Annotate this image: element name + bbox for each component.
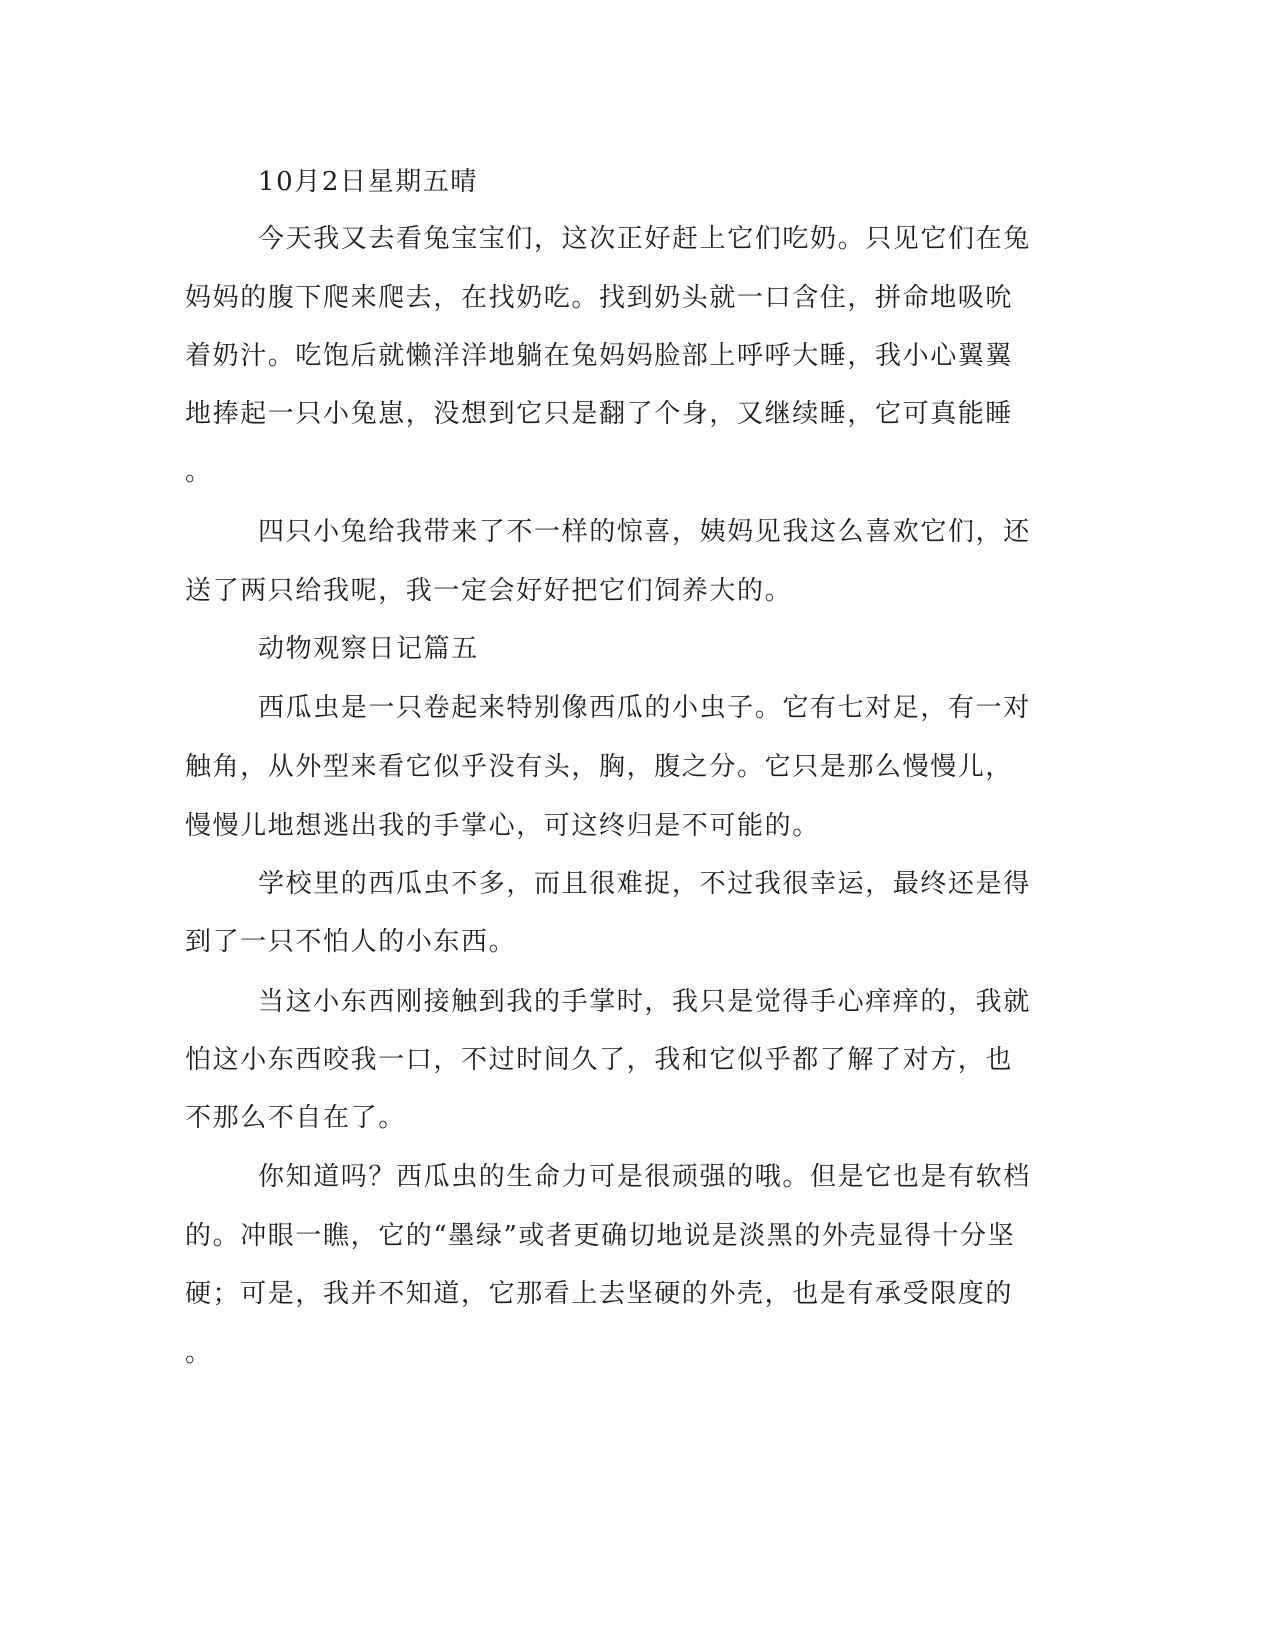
paragraph-line: 西瓜虫是一只卷起来特别像西瓜的小虫子。它有七对足，有一对 bbox=[258, 693, 1031, 723]
paragraph-line: 。 bbox=[185, 457, 213, 487]
paragraph-line: 硬；可是，我并不知道，它那看上去坚硬的外壳，也是有承受限度的 bbox=[185, 1279, 1014, 1309]
paragraph-line: 四只小兔给我带来了不一样的惊喜，姨妈见我这么喜欢它们，还 bbox=[258, 517, 1031, 547]
section-heading: 动物观察日记篇五 bbox=[258, 634, 479, 664]
paragraph-line: 触角，从外型来看它似乎没有头，胸，腹之分。它只是那么慢慢儿， bbox=[185, 752, 1014, 782]
paragraph-line: 慢慢儿地想逃出我的手掌心，可这终归是不可能的。 bbox=[185, 811, 820, 841]
paragraph-line: 妈妈的腹下爬来爬去，在找奶吃。找到奶头就一口含住，拼命地吸吮 bbox=[185, 283, 1014, 313]
paragraph-line: 不那么不自在了。 bbox=[185, 1103, 406, 1133]
paragraph-line: 学校里的西瓜虫不多，而且很难捉，不过我很幸运，最终还是得 bbox=[258, 869, 1031, 899]
paragraph-line: 的。冲眼一瞧，它的“墨绿”或者更确切地说是淡黑的外壳显得十分坚 bbox=[185, 1221, 1016, 1251]
paragraph-line: 你知道吗？西瓜虫的生命力可是很顽强的哦。但是它也是有软档 bbox=[258, 1162, 1031, 1192]
paragraph-line: 今天我又去看兔宝宝们，这次正好赶上它们吃奶。只见它们在兔 bbox=[258, 224, 1031, 254]
paragraph-line: 到了一只不怕人的小东西。 bbox=[185, 927, 517, 957]
paragraph-line: 。 bbox=[185, 1338, 213, 1368]
paragraph-line: 怕这小东西咬我一口，不过时间久了，我和它似乎都了解了对方，也 bbox=[185, 1045, 1014, 1075]
paragraph-line: 着奶汁。吃饱后就懒洋洋地躺在兔妈妈脸部上呼呼大睡，我小心翼翼 bbox=[185, 341, 1014, 371]
paragraph-line: 地捧起一只小兔崽，没想到它只是翻了个身，又继续睡，它可真能睡 bbox=[185, 399, 1014, 429]
diary-date-line: 10月2日星期五晴 bbox=[258, 167, 479, 197]
paragraph-line: 送了两只给我呢，我一定会好好把它们饲养大的。 bbox=[185, 576, 793, 606]
paragraph-line: 当这小东西刚接触到我的手掌时，我只是觉得手心痒痒的，我就 bbox=[258, 987, 1031, 1017]
